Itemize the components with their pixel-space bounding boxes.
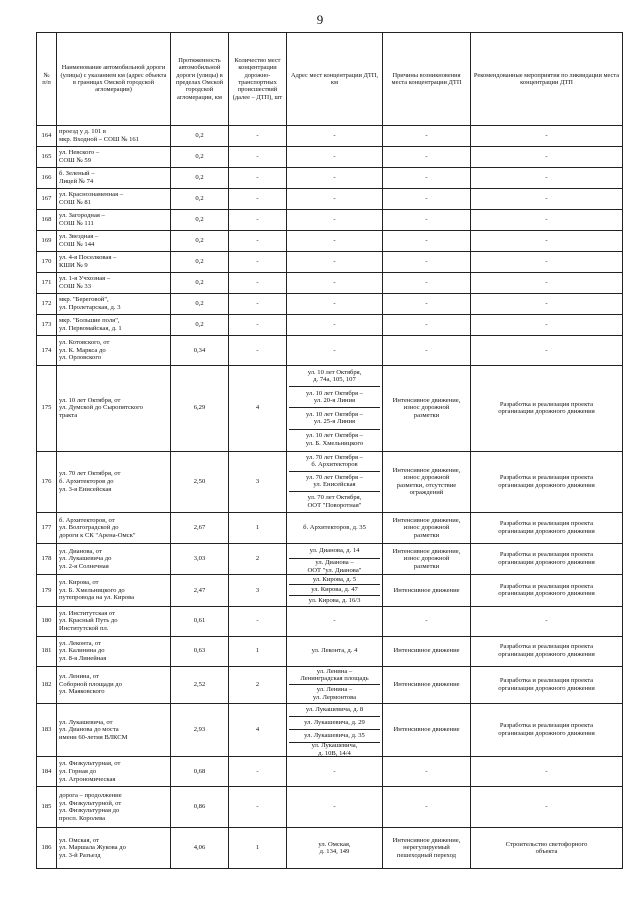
accident-count: -	[229, 606, 287, 636]
recommended-measure	[471, 189, 623, 210]
accident-cause-line: Интенсивное движение	[393, 726, 460, 734]
accident-cause	[383, 606, 471, 636]
recommended-measure-line: -	[545, 258, 548, 266]
road-length: 0,2	[171, 189, 229, 210]
recommended-measure	[471, 252, 623, 273]
recommended-measure-line: -	[545, 237, 548, 245]
recommended-measure-line: -	[545, 321, 548, 329]
road-length: 0,2	[171, 147, 229, 168]
table-row	[37, 189, 623, 210]
accident-count: -	[229, 757, 287, 787]
page-number: 9	[316, 12, 324, 27]
row-number: 179	[37, 575, 57, 606]
road-length: 0,86	[171, 787, 229, 828]
accident-count: -	[229, 231, 287, 252]
accident-address-line: ул. Ленина – ул. Лермонтова	[312, 686, 357, 701]
road-name: б. Архитекторов, от ул. Волгоградской до дороги к СК "Арена-Омск"	[57, 512, 171, 543]
accident-address-line: -	[333, 258, 336, 266]
accident-cause-line: Интенсивное движение, износ дорожной разметки, отсутствие ограждений	[392, 466, 461, 497]
accident-count: 3	[229, 451, 287, 512]
row-number: 182	[37, 666, 57, 703]
accident-address	[287, 787, 383, 828]
road-length: 0,2	[171, 252, 229, 273]
row-number: 184	[37, 757, 57, 787]
recommended-measure	[471, 636, 623, 666]
header-road: Наименование автомобильной дороги (улицы) с указанием км (адрес объекта в границах Омской городской агломерации)	[57, 33, 171, 126]
recommended-measure-line: -	[545, 174, 548, 182]
accident-address-line: ул. Ленина – Ленинградская площадь	[289, 667, 380, 685]
recommended-measure-line: Разработка и реализация проекта организации дорожного движения	[498, 677, 595, 692]
recommended-measure	[471, 757, 623, 787]
accident-cause	[383, 315, 471, 336]
recommended-measure-line: -	[545, 767, 548, 775]
road-name: ул. 1-я Учхозная – СОШ № 33	[57, 273, 171, 294]
accident-cause	[383, 787, 471, 828]
accident-cause	[383, 273, 471, 294]
accident-cause	[383, 189, 471, 210]
accident-cause	[383, 666, 471, 703]
accident-cause-line: -	[425, 216, 428, 224]
accident-cause	[383, 543, 471, 574]
accident-address	[287, 315, 383, 336]
table-row	[37, 231, 623, 252]
row-number: 170	[37, 252, 57, 273]
recommended-measure-line: Разработка и реализация проекта организации дорожного движения	[498, 400, 595, 416]
accident-address	[287, 575, 383, 606]
road-name: ул. Кирова, от ул. Б. Хмельницкого до путепровода на ул. Кирова	[57, 575, 171, 606]
accident-count: -	[229, 273, 287, 294]
accident-address-line: ул. 70 лет Октября – ул. Енисейская	[289, 472, 380, 492]
accident-address	[287, 828, 383, 869]
recommended-measure	[471, 210, 623, 231]
accident-address-line: ул. 10 лет Октября – ул. 20-я Линия	[289, 387, 380, 408]
road-length: 0,34	[171, 336, 229, 366]
accident-count: 2	[229, 543, 287, 574]
table-row	[37, 543, 623, 574]
table-row	[37, 147, 623, 168]
road-length: 0,68	[171, 757, 229, 787]
accident-address	[287, 451, 383, 512]
recommended-measure-line: Разработка и реализация проекта организации дорожного движения	[498, 643, 595, 658]
road-name: б. Зеленый – Лицей № 74	[57, 168, 171, 189]
row-number: 175	[37, 366, 57, 452]
road-length: 0,2	[171, 315, 229, 336]
accident-cause	[383, 512, 471, 543]
table-row	[37, 703, 623, 757]
row-number: 181	[37, 636, 57, 666]
table-row	[37, 757, 623, 787]
accident-count: -	[229, 147, 287, 168]
row-number: 183	[37, 703, 57, 757]
accident-cause-line: -	[425, 174, 428, 182]
accident-address-line: ул. Кирова, д. 47	[289, 585, 380, 595]
table-row	[37, 512, 623, 543]
accident-address	[287, 252, 383, 273]
accident-address-line: ул. Лукашевича, д. 29	[289, 717, 380, 730]
recommended-measure	[471, 543, 623, 574]
accident-count: -	[229, 336, 287, 366]
accident-address	[287, 126, 383, 147]
road-name: ул. Леконта, от ул. Калинина до ул. 8-я Линейная	[57, 636, 171, 666]
recommended-measure	[471, 147, 623, 168]
recommended-measure-line: -	[545, 132, 548, 140]
accident-address-line: -	[333, 803, 336, 811]
accident-cause	[383, 703, 471, 757]
recommended-measure	[471, 666, 623, 703]
accident-address	[287, 543, 383, 574]
road-length: 4,06	[171, 828, 229, 869]
table-row	[37, 126, 623, 147]
road-name: ул. Дианова, от ул. Лукашевича до ул. 2-я Солнечная	[57, 543, 171, 574]
recommended-measure	[471, 451, 623, 512]
recommended-measure-line: Разработка и реализация проекта организации дорожного движения	[498, 551, 595, 567]
accident-cause	[383, 294, 471, 315]
road-name: ул. 4-я Поселковая – КШИ № 9	[57, 252, 171, 273]
recommended-measure	[471, 168, 623, 189]
table-row	[37, 336, 623, 366]
accident-address-line: -	[333, 195, 336, 203]
accident-count: -	[229, 294, 287, 315]
table-row	[37, 666, 623, 703]
recommended-measure-line: -	[545, 153, 548, 161]
road-name: ул. Физкультурная, от ул. Горная до ул. Агрономическая	[57, 757, 171, 787]
accident-address	[287, 636, 383, 666]
row-number: 166	[37, 168, 57, 189]
table-row	[37, 366, 623, 452]
recommended-measure	[471, 512, 623, 543]
recommended-measure-line: Разработка и реализация проекта организации дорожного движения	[498, 474, 595, 489]
recommended-measure	[471, 703, 623, 757]
accident-count: -	[229, 210, 287, 231]
accident-cause-line: -	[425, 300, 428, 308]
accident-address-line: ул. 10 лет Октября – ул. Б. Хмельницкого	[305, 432, 364, 448]
accident-address	[287, 147, 383, 168]
accident-address-line: ул. Омская, д. 134, 149	[318, 840, 351, 856]
row-number: 180	[37, 606, 57, 636]
recommended-measure-line: -	[545, 617, 548, 625]
recommended-measure-line: Разработка и реализация проекта организации дорожного движения	[498, 520, 595, 535]
accident-cause-line: -	[425, 237, 428, 245]
road-name: ул. Омская, от ул. Маршала Жукова до ул. 3-й Разъезд	[57, 828, 171, 869]
accident-address	[287, 231, 383, 252]
accident-address-line: ул. 10 лет Октября, д. 74а, 105, 107	[289, 366, 380, 387]
accident-cause	[383, 210, 471, 231]
accident-count: -	[229, 168, 287, 189]
accident-count: 1	[229, 636, 287, 666]
accident-address-line: -	[333, 321, 336, 329]
header-address: Адрес мест концентрации ДТП, км	[287, 33, 383, 126]
road-name: дорога – продолжение ул. Физкультурной, от ул. Физкультурная до просп. Королева	[57, 787, 171, 828]
accident-address-line: ул. Кирова, д. 16/3	[308, 596, 361, 604]
accident-count: 2	[229, 666, 287, 703]
road-name: мкр. "Береговой", ул. Пролетарская, д. 3	[57, 294, 171, 315]
accident-address-line: -	[333, 279, 336, 287]
accident-concentration-table	[36, 32, 623, 869]
accident-address	[287, 606, 383, 636]
accident-address-line: ул. Лукашевича, д. 8	[289, 704, 380, 717]
accident-cause-line: -	[425, 321, 428, 329]
recommended-measure-line: Разработка и реализация проекта организации дорожного движения	[498, 582, 595, 598]
accident-cause	[383, 828, 471, 869]
row-number: 186	[37, 828, 57, 869]
table-row	[37, 315, 623, 336]
accident-count: -	[229, 126, 287, 147]
accident-cause	[383, 231, 471, 252]
table-row	[37, 168, 623, 189]
row-number: 185	[37, 787, 57, 828]
table-row	[37, 787, 623, 828]
header-cause: Причины возникновения места концентрации ДТП	[383, 33, 471, 126]
road-length: 0,2	[171, 210, 229, 231]
accident-address-line: ул. Дианова, д. 14	[289, 544, 380, 559]
accident-cause-line: -	[425, 258, 428, 266]
accident-address	[287, 703, 383, 757]
row-number: 164	[37, 126, 57, 147]
table-row	[37, 828, 623, 869]
road-length: 2,67	[171, 512, 229, 543]
row-number: 178	[37, 543, 57, 574]
header-length: Протяженность автомобильной дороги (улицы) в пределах Омской городской агломерации, км	[171, 33, 229, 126]
header-count: Количество мест концентрации дорожно-транспортных происшествий (далее – ДТП), шт	[229, 33, 287, 126]
accident-address-line: -	[333, 237, 336, 245]
accident-address-line: ул. 10 лет Октября – ул. 25-я Линия	[289, 408, 380, 429]
accident-cause-line: -	[425, 195, 428, 203]
accident-address-line: ул. Кирова, д. 5	[289, 575, 380, 585]
accident-count: 4	[229, 703, 287, 757]
accident-count: -	[229, 189, 287, 210]
table-row	[37, 575, 623, 606]
accident-address-line: -	[333, 153, 336, 161]
recommended-measure	[471, 294, 623, 315]
accident-cause-line: Интенсивное движение, износ дорожной разметки	[392, 516, 461, 539]
row-number: 174	[37, 336, 57, 366]
accident-cause-line: Интенсивное движение, износ дорожной разметки	[392, 396, 461, 420]
header-measure: Рекомендованные мероприятия по ликвидации места концентрации ДТП	[471, 33, 623, 126]
accident-address-line: ул. Дианова – ООТ "ул. Дианова"	[307, 559, 362, 574]
recommended-measure-line: Разработка и реализация проекта организации дорожного движения	[498, 722, 595, 737]
accident-cause	[383, 757, 471, 787]
recommended-measure-line: -	[545, 279, 548, 287]
road-name: ул. Краснознаменная – СОШ № 81	[57, 189, 171, 210]
accident-address	[287, 757, 383, 787]
accident-address	[287, 189, 383, 210]
road-length: 0,63	[171, 636, 229, 666]
accident-cause-line: -	[425, 153, 428, 161]
recommended-measure	[471, 336, 623, 366]
road-length: 6,29	[171, 366, 229, 452]
road-name: ул. Звездная – СОШ № 144	[57, 231, 171, 252]
accident-address-line: ул. 70 лет Октября – б. Архитекторов	[289, 452, 380, 472]
recommended-measure	[471, 315, 623, 336]
road-length: 0,2	[171, 231, 229, 252]
road-name: ул. 10 лет Октября, от ул. Думской до Сыропятского тракта	[57, 366, 171, 452]
accident-cause	[383, 636, 471, 666]
recommended-measure-line: -	[545, 346, 548, 354]
row-number: 168	[37, 210, 57, 231]
row-number: 173	[37, 315, 57, 336]
table-row	[37, 273, 623, 294]
accident-cause-line: -	[425, 346, 428, 354]
accident-address-line: -	[333, 216, 336, 224]
accident-cause	[383, 147, 471, 168]
accident-address	[287, 273, 383, 294]
accident-address-line: -	[333, 300, 336, 308]
accident-address-line: -	[333, 132, 336, 140]
accident-count: -	[229, 315, 287, 336]
road-name: проезд у д. 101 в мкр. Входной – СОШ № 161	[57, 126, 171, 147]
road-length: 0,2	[171, 168, 229, 189]
accident-count: -	[229, 252, 287, 273]
accident-count: 3	[229, 575, 287, 606]
accident-cause	[383, 366, 471, 452]
accident-address	[287, 336, 383, 366]
accident-count: 1	[229, 512, 287, 543]
accident-address-line: ул. Лукашевича, д. 10В, 14/4	[311, 742, 358, 757]
road-name: ул. Невского – СОШ № 59	[57, 147, 171, 168]
accident-address-line: ул. Лукашевича, д. 35	[289, 730, 380, 743]
header-number: № п/п	[37, 33, 57, 126]
accident-cause-line: Интенсивное движение	[393, 647, 460, 655]
road-name: ул. 70 лет Октября, от б. Архитекторов до ул. 3-я Енисейская	[57, 451, 171, 512]
accident-count: -	[229, 787, 287, 828]
row-number: 169	[37, 231, 57, 252]
accident-cause-line: -	[425, 767, 428, 775]
road-length: 2,47	[171, 575, 229, 606]
accident-count: 4	[229, 366, 287, 452]
accident-cause-line: -	[425, 617, 428, 625]
table-body	[37, 126, 623, 869]
accident-address-line: ул. 70 лет Октября, ООТ "Поворотная"	[307, 494, 362, 509]
accident-address-line: б. Архитекторов, д. 35	[303, 524, 366, 532]
accident-address	[287, 168, 383, 189]
accident-cause	[383, 451, 471, 512]
table-row	[37, 636, 623, 666]
accident-address-line: -	[333, 767, 336, 775]
road-length: 3,03	[171, 543, 229, 574]
recommended-measure	[471, 126, 623, 147]
road-length: 0,2	[171, 126, 229, 147]
accident-cause	[383, 575, 471, 606]
road-name: ул. Ленина, от Соборной площади до ул. Маяковского	[57, 666, 171, 703]
recommended-measure-line: -	[545, 216, 548, 224]
road-name: ул. Лукашевича, от ул. Дианова до моста имени 60-летия ВЛКСМ	[57, 703, 171, 757]
accident-address-line: ул. Леконта, д. 4	[311, 647, 358, 655]
table-row	[37, 210, 623, 231]
accident-cause-line: -	[425, 279, 428, 287]
accident-cause-line: -	[425, 132, 428, 140]
road-length: 2,50	[171, 451, 229, 512]
accident-address-line: -	[333, 174, 336, 182]
road-name: ул. Котовского, от ул. К. Маркса до ул. Орловского	[57, 336, 171, 366]
accident-cause	[383, 168, 471, 189]
recommended-measure	[471, 828, 623, 869]
accident-cause-line: Интенсивное движение, нерегулируемый пешеходный переход	[392, 836, 461, 860]
table-row	[37, 451, 623, 512]
table-row	[37, 606, 623, 636]
row-number: 171	[37, 273, 57, 294]
row-number: 172	[37, 294, 57, 315]
recommended-measure-line: Строительство светофорного объекта	[505, 840, 588, 856]
accident-address	[287, 210, 383, 231]
accident-cause-line: Интенсивное движение, износ дорожной разметки	[392, 547, 461, 570]
row-number: 167	[37, 189, 57, 210]
recommended-measure-line: -	[545, 300, 548, 308]
table-header-row	[37, 33, 623, 126]
accident-cause-line: Интенсивное движение	[393, 680, 460, 688]
recommended-measure	[471, 231, 623, 252]
road-length: 0,61	[171, 606, 229, 636]
recommended-measure	[471, 606, 623, 636]
road-name: мкр. "Большие поля", ул. Первомайская, д. 1	[57, 315, 171, 336]
table-row	[37, 294, 623, 315]
accident-cause	[383, 336, 471, 366]
road-length: 0,2	[171, 273, 229, 294]
accident-address	[287, 366, 383, 452]
recommended-measure	[471, 575, 623, 606]
row-number: 177	[37, 512, 57, 543]
accident-cause	[383, 252, 471, 273]
table-row	[37, 252, 623, 273]
row-number: 165	[37, 147, 57, 168]
accident-address	[287, 294, 383, 315]
recommended-measure	[471, 366, 623, 452]
accident-address	[287, 666, 383, 703]
recommended-measure-line: -	[545, 803, 548, 811]
road-length: 2,52	[171, 666, 229, 703]
recommended-measure	[471, 273, 623, 294]
row-number: 176	[37, 451, 57, 512]
accident-cause	[383, 126, 471, 147]
accident-cause-line: Интенсивное движение	[393, 586, 460, 594]
road-length: 2,93	[171, 703, 229, 757]
road-name: ул. Загородная – СОШ № 111	[57, 210, 171, 231]
road-name: ул. Институтская от ул. Красный Путь до Институтской пл.	[57, 606, 171, 636]
accident-count: 1	[229, 828, 287, 869]
accident-address-line: -	[333, 346, 336, 354]
recommended-measure-line: -	[545, 195, 548, 203]
accident-address	[287, 512, 383, 543]
recommended-measure	[471, 787, 623, 828]
accident-cause-line: -	[425, 803, 428, 811]
accident-address-line: -	[333, 617, 336, 625]
road-length: 0,2	[171, 294, 229, 315]
